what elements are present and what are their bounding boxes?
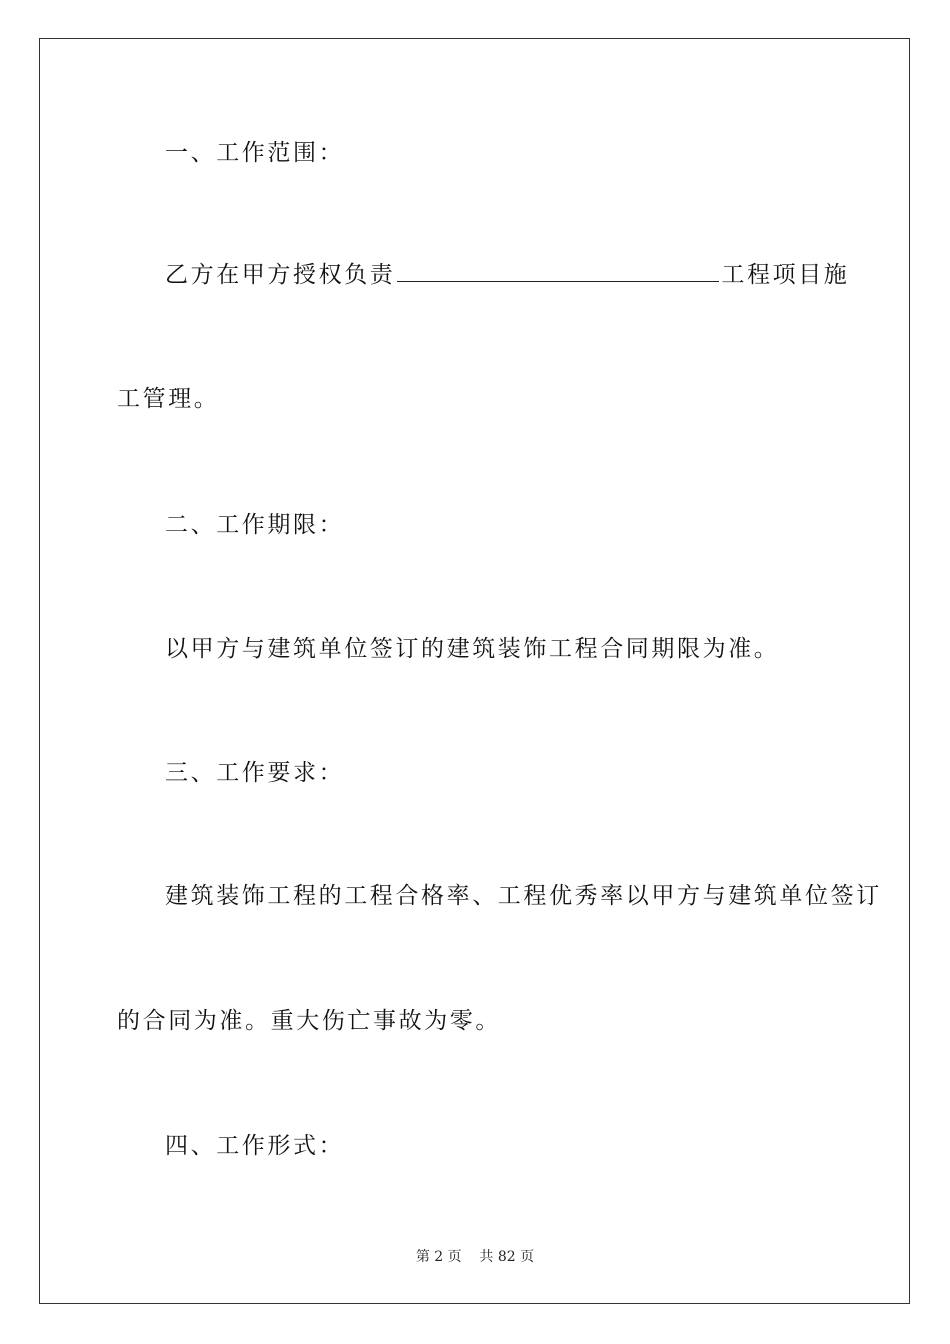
page-border	[39, 38, 910, 1304]
fill-in-blank-project-name	[397, 259, 719, 282]
section-heading-scope: 一、工作范围：	[165, 140, 345, 166]
scope-paragraph-line2: 工管理。	[117, 386, 220, 412]
scope-paragraph-line1	[165, 259, 849, 290]
period-paragraph: 以甲方与建筑单位签订的建筑装饰工程合同期限为准。	[165, 636, 780, 662]
page-number-footer: 第 2 页 共 82 页	[415, 1249, 535, 1265]
requirements-paragraph-line2: 的合同为准。重大伤亡事故为零。	[117, 1008, 501, 1034]
requirements-paragraph-line1: 建筑装饰工程的工程合格率、工程优秀率以甲方与建筑单位签订	[165, 883, 882, 909]
section-heading-requirements: 三、工作要求：	[165, 760, 345, 786]
scope-text-after-blank: 工程项目施	[721, 262, 850, 288]
scope-text-before-blank: 乙方在甲方授权负责	[165, 262, 396, 288]
section-heading-period: 二、工作期限：	[165, 512, 345, 538]
section-heading-form: 四、工作形式：	[165, 1133, 345, 1159]
